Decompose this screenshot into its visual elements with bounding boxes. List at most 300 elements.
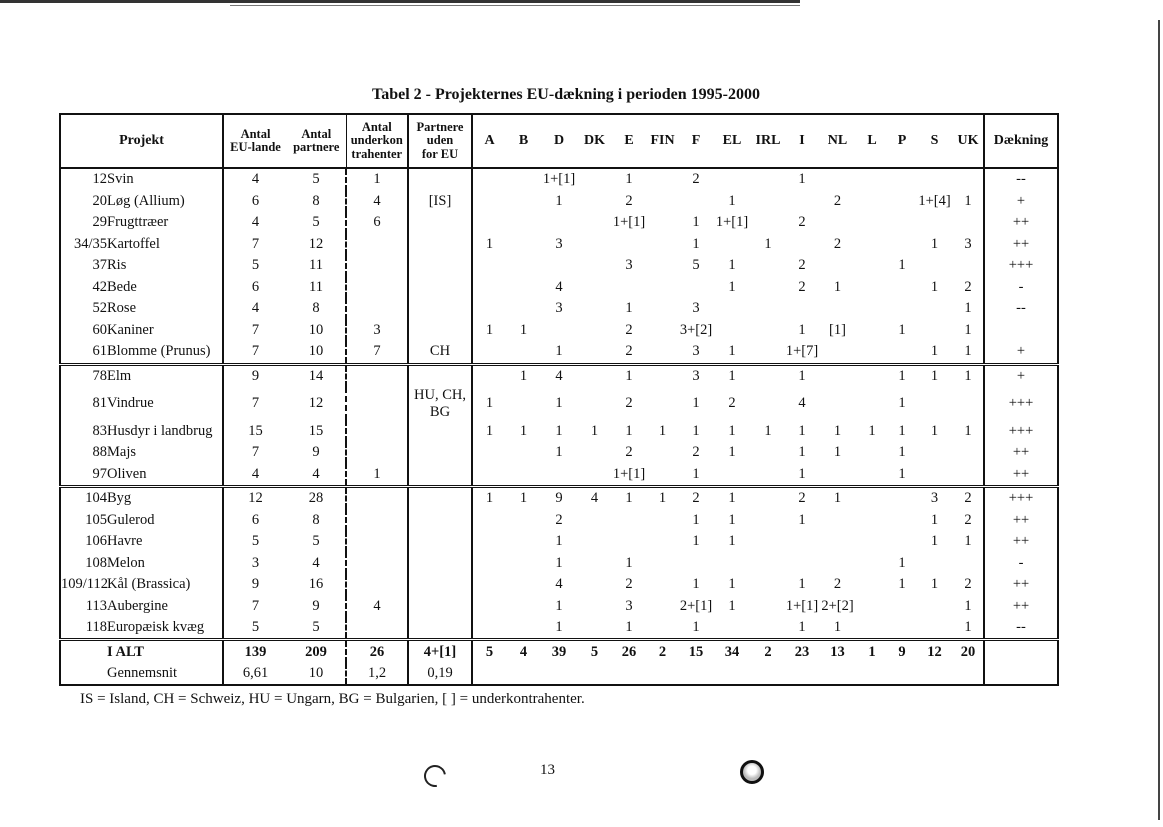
country-cell: 1 — [898, 321, 906, 338]
partnere-uden-for-eu — [408, 509, 472, 531]
country-cell: 1 — [472, 387, 506, 420]
country-cell — [751, 552, 785, 574]
country-cell — [888, 341, 916, 364]
country-cell — [916, 595, 953, 617]
country-cell: 4 — [555, 278, 563, 295]
country-cell — [577, 298, 612, 320]
country-cell — [785, 552, 819, 574]
daekning-rating: ++ — [984, 234, 1058, 256]
country-cell: 1 — [898, 444, 906, 461]
eu-lande-count: 7 — [223, 442, 287, 464]
country-cell — [713, 234, 751, 256]
country-cell — [577, 442, 612, 464]
country-cell — [713, 617, 751, 640]
underkontrahenter-count — [346, 277, 408, 299]
country-cell: 3 — [692, 300, 700, 317]
country-cell — [472, 574, 506, 596]
partnere-uden-for-eu — [408, 552, 472, 574]
project-number: 12 — [92, 171, 107, 188]
country-cell — [785, 531, 819, 553]
table-row — [60, 364, 1058, 387]
country-cell: 1 — [692, 214, 700, 231]
country-cell: 2 — [625, 343, 633, 360]
average-country — [751, 663, 785, 686]
country-cell — [472, 341, 506, 364]
table-row — [60, 420, 1058, 442]
partnere-count: 9 — [312, 444, 320, 461]
table-row — [60, 298, 1058, 320]
country-cell — [612, 277, 646, 299]
country-cell — [888, 191, 916, 213]
underkontrahenter-count — [346, 364, 408, 387]
country-cell: 4 — [798, 395, 806, 412]
average-country — [856, 663, 888, 686]
partnere-count: 11 — [309, 257, 323, 274]
country-cell: 1 — [964, 300, 972, 317]
partnere-count: 12 — [308, 235, 324, 252]
table-row — [60, 617, 1058, 640]
country-cell: 1 — [898, 465, 906, 482]
header-country: D — [541, 114, 577, 168]
country-cell — [888, 486, 916, 509]
project-name: Bede — [107, 278, 137, 295]
country-cell — [612, 234, 646, 256]
daekning-rating: -- — [984, 617, 1058, 640]
country-cell: 1 — [692, 511, 700, 528]
project-number: 97 — [92, 465, 107, 482]
country-cell — [541, 463, 577, 486]
country-cell: 2 — [625, 395, 633, 412]
totals-country: 23 — [785, 640, 819, 663]
totals-country: 13 — [819, 640, 856, 663]
country-cell — [612, 509, 646, 531]
country-cell — [646, 595, 679, 617]
country-cell: 1 — [898, 257, 906, 274]
eu-lande-count: 15 — [223, 420, 287, 442]
country-cell: 1 — [964, 533, 972, 550]
country-cell: 1 — [728, 444, 736, 461]
eu-lande-count: 7 — [223, 320, 287, 342]
partnere-uden-for-eu — [408, 486, 472, 509]
country-cell — [506, 442, 541, 464]
totals-uden: 4+[1] — [408, 640, 472, 663]
country-cell — [751, 595, 785, 617]
country-cell: 2 — [833, 192, 842, 209]
country-cell — [751, 320, 785, 342]
country-cell: 1 — [888, 364, 916, 387]
average-daekning — [984, 663, 1058, 686]
eu-lande-count: 5 — [223, 531, 287, 553]
country-cell: 1 — [625, 554, 633, 571]
country-cell: 1 — [798, 422, 806, 439]
totals-country: 26 — [612, 640, 646, 663]
country-cell: 2+[1] — [679, 597, 713, 614]
country-cell: 3 — [964, 235, 972, 252]
country-cell: 1+[1] — [715, 214, 749, 231]
country-cell — [856, 463, 888, 486]
country-cell: 1 — [555, 444, 563, 461]
underkontrahenter-count: 1 — [346, 168, 408, 191]
country-cell — [646, 320, 679, 342]
country-cell — [713, 298, 751, 320]
totals-country: 5 — [472, 640, 506, 663]
partnere-count: 8 — [312, 300, 320, 317]
eu-lande-count: 5 — [223, 617, 287, 640]
header-country: FIN — [646, 114, 679, 168]
totals-country: 20 — [953, 640, 984, 663]
country-cell — [646, 298, 679, 320]
country-cell: 4 — [555, 576, 563, 593]
country-cell: 3 — [916, 486, 953, 509]
country-cell — [888, 617, 916, 640]
country-cell: 1 — [713, 486, 751, 509]
country-cell — [856, 298, 888, 320]
daekning-rating: -- — [984, 298, 1058, 320]
daekning-rating: ++ — [984, 574, 1058, 596]
country-cell — [819, 168, 856, 191]
country-cell: 1 — [833, 422, 842, 439]
country-cell — [953, 212, 984, 234]
project-number: 113 — [85, 597, 107, 614]
partnere-uden-for-eu — [408, 298, 472, 320]
country-cell — [506, 509, 541, 531]
country-cell — [819, 387, 856, 420]
country-cell: 1 — [798, 511, 806, 528]
country-cell — [751, 191, 785, 213]
table-row — [60, 552, 1058, 574]
country-cell — [472, 463, 506, 486]
totals-under: 26 — [346, 640, 408, 663]
totals-country: 1 — [856, 640, 888, 663]
average-country — [916, 663, 953, 686]
country-cell: 1 — [930, 511, 939, 528]
partnere-uden-for-eu: [IS] — [408, 191, 472, 213]
table-row — [60, 531, 1058, 553]
country-cell — [646, 212, 679, 234]
country-cell: 2 — [953, 486, 984, 509]
country-cell: 1 — [555, 395, 563, 412]
country-cell: 1+[1] — [612, 465, 646, 482]
eu-lande-count: 9 — [223, 574, 287, 596]
project-number: 83 — [92, 422, 107, 439]
country-cell: 1 — [819, 486, 856, 509]
country-cell — [856, 341, 888, 364]
header-country: F — [679, 114, 713, 168]
country-cell: 1 — [625, 619, 633, 636]
country-cell — [916, 255, 953, 277]
country-cell: 1 — [930, 343, 939, 360]
country-cell — [577, 574, 612, 596]
country-cell: 1 — [590, 422, 599, 439]
daekning-rating: - — [984, 277, 1058, 299]
project-number: 81 — [92, 395, 107, 412]
country-cell — [506, 277, 541, 299]
country-cell: 1 — [728, 597, 736, 614]
country-cell: 1 — [930, 576, 939, 593]
country-cell: 1 — [519, 422, 528, 439]
project-name: Vindrue — [107, 395, 154, 412]
partnere-count: 4 — [312, 554, 320, 571]
country-cell — [888, 298, 916, 320]
underkontrahenter-count — [346, 617, 408, 640]
average-row — [60, 663, 1058, 686]
totals-partnere: 209 — [287, 640, 346, 663]
country-cell: 1 — [472, 486, 506, 509]
project-number: 78 — [60, 364, 107, 387]
country-cell — [472, 531, 506, 553]
country-cell — [916, 463, 953, 486]
country-cell — [953, 168, 984, 191]
country-cell — [646, 387, 679, 420]
country-cell: 1 — [625, 422, 633, 439]
project-name: Husdyr i landbrug — [107, 422, 213, 439]
project-name: Blomme (Prunus) — [107, 343, 211, 360]
country-cell: 9 — [541, 486, 577, 509]
country-cell: 1 — [472, 234, 506, 256]
country-cell — [612, 531, 646, 553]
header-country: EL — [713, 114, 751, 168]
country-cell: 1 — [785, 364, 819, 387]
underkontrahenter-count: 4 — [346, 191, 408, 213]
page-right-edge — [1158, 20, 1160, 820]
partnere-uden-for-eu — [408, 531, 472, 553]
eu-lande-count: 5 — [223, 255, 287, 277]
country-cell: 1 — [555, 343, 563, 360]
country-cell — [751, 574, 785, 596]
totals-country: 2 — [751, 640, 785, 663]
totals-country: 34 — [713, 640, 751, 663]
country-cell — [888, 595, 916, 617]
project-number: 118 — [85, 619, 107, 636]
country-cell — [888, 277, 916, 299]
country-cell — [751, 341, 785, 364]
country-cell: [1] — [829, 321, 846, 338]
country-cell — [888, 168, 916, 191]
table-row — [60, 212, 1058, 234]
country-cell: 2 — [625, 321, 633, 338]
project-number: 104 — [60, 486, 107, 509]
partnere-uden-for-eu — [408, 595, 472, 617]
country-cell — [577, 234, 612, 256]
partnere-uden-for-eu — [408, 320, 472, 342]
table-row — [60, 320, 1058, 342]
daekning-rating: ++ — [984, 509, 1058, 531]
header-country: DK — [577, 114, 612, 168]
average-country — [953, 663, 984, 686]
partnere-count: 5 — [312, 533, 320, 550]
country-cell: 1 — [555, 422, 563, 439]
partnere-count: 28 — [287, 486, 346, 509]
header-country: L — [856, 114, 888, 168]
daekning-rating: + — [984, 364, 1058, 387]
country-cell — [856, 574, 888, 596]
daekning-rating: ++ — [984, 212, 1058, 234]
header-antal-partnere: Antal partnere — [287, 114, 346, 168]
average-country — [541, 663, 577, 686]
country-cell: 1 — [646, 486, 679, 509]
country-cell: 1 — [692, 619, 700, 636]
country-cell — [916, 212, 953, 234]
page-top-rule-thin — [230, 5, 800, 6]
partnere-count: 4 — [312, 465, 320, 482]
country-cell: 1 — [728, 343, 736, 360]
country-cell: 1 — [728, 533, 736, 550]
country-cell — [679, 277, 713, 299]
country-cell: 1 — [506, 364, 541, 387]
country-cell — [541, 255, 577, 277]
country-cell: 1 — [555, 533, 563, 550]
country-cell: 1 — [833, 444, 842, 461]
country-cell: 4 — [541, 364, 577, 387]
country-cell: 1 — [519, 321, 528, 338]
country-cell — [506, 168, 541, 191]
country-cell — [577, 277, 612, 299]
partnere-count: 5 — [312, 214, 320, 231]
partnere-count: 9 — [312, 597, 320, 614]
country-cell — [953, 552, 984, 574]
partnere-uden-for-eu — [408, 255, 472, 277]
country-cell — [506, 617, 541, 640]
partnere-count: 5 — [312, 171, 320, 188]
table-row — [60, 574, 1058, 596]
header-country: B — [506, 114, 541, 168]
partnere-uden-for-eu — [408, 168, 472, 191]
daekning-rating: ++ — [984, 595, 1058, 617]
project-number: 108 — [85, 554, 107, 571]
country-cell: 1 — [728, 422, 736, 439]
daekning-rating: +++ — [984, 420, 1058, 442]
country-cell: 1 — [964, 597, 972, 614]
country-cell — [472, 364, 506, 387]
country-cell — [819, 364, 856, 387]
eu-lande-count: 4 — [223, 168, 287, 191]
country-cell — [916, 320, 953, 342]
country-cell — [856, 617, 888, 640]
country-cell — [506, 574, 541, 596]
partnere-count: 14 — [287, 364, 346, 387]
underkontrahenter-count — [346, 552, 408, 574]
country-cell — [819, 298, 856, 320]
country-cell — [679, 191, 713, 213]
country-cell: 2 — [798, 278, 806, 295]
country-cell: 1 — [555, 597, 563, 614]
country-cell: 1 — [625, 300, 633, 317]
eu-lande-count: 7 — [223, 234, 287, 256]
country-cell: 3 — [679, 364, 713, 387]
country-cell — [819, 255, 856, 277]
country-cell: 1+[1] — [542, 171, 576, 188]
country-cell — [506, 552, 541, 574]
country-cell — [856, 277, 888, 299]
eu-lande-count: 4 — [223, 463, 287, 486]
header-country: UK — [953, 114, 984, 168]
country-cell — [679, 552, 713, 574]
country-cell — [472, 617, 506, 640]
country-cell — [751, 255, 785, 277]
country-cell: 2 — [692, 171, 700, 188]
partnere-count: 10 — [308, 321, 324, 338]
country-cell — [856, 364, 888, 387]
country-cell: 3 — [625, 257, 633, 274]
country-cell: 1 — [555, 554, 563, 571]
country-cell — [646, 509, 679, 531]
project-name: Ris — [107, 257, 127, 274]
table-row — [60, 486, 1058, 509]
underkontrahenter-count: 3 — [346, 320, 408, 342]
country-cell: 1 — [728, 192, 736, 209]
country-cell — [819, 509, 856, 531]
eu-lande-count: 4 — [223, 212, 287, 234]
project-number: 20 — [92, 192, 107, 209]
header-country: P — [888, 114, 916, 168]
country-cell: 1 — [964, 343, 972, 360]
eu-lande-count: 4 — [223, 298, 287, 320]
country-cell: 1 — [658, 422, 667, 439]
country-cell — [506, 387, 541, 420]
country-cell — [751, 277, 785, 299]
country-cell — [646, 574, 679, 596]
country-cell — [577, 320, 612, 342]
country-cell: 1 — [898, 554, 906, 571]
average-country — [819, 663, 856, 686]
country-cell — [646, 168, 679, 191]
country-cell: 1+[1] — [612, 214, 646, 231]
country-cell — [646, 234, 679, 256]
eu-lande-count: 7 — [223, 387, 287, 420]
country-cell — [506, 298, 541, 320]
country-cell — [577, 212, 612, 234]
table-row — [60, 509, 1058, 531]
country-cell — [472, 552, 506, 574]
country-cell — [646, 552, 679, 574]
header-daekning: Dækning — [984, 114, 1058, 168]
table-row — [60, 463, 1058, 486]
underkontrahenter-count — [346, 486, 408, 509]
partnere-uden-for-eu — [408, 364, 472, 387]
country-cell: 1 — [953, 364, 984, 387]
table-row — [60, 387, 1058, 420]
daekning-rating: ++ — [984, 442, 1058, 464]
country-cell: 1 — [472, 420, 506, 442]
partnere-uden-for-eu — [408, 420, 472, 442]
average-under: 1,2 — [346, 663, 408, 686]
country-cell — [888, 531, 916, 553]
totals-eu: 139 — [223, 640, 287, 663]
project-name: Kartoffel — [107, 235, 160, 252]
country-cell: 2 — [625, 576, 633, 593]
country-cell — [916, 442, 953, 464]
partnere-uden-for-eu: CH — [408, 341, 472, 364]
country-cell — [751, 463, 785, 486]
project-name: Svin — [107, 171, 134, 188]
country-cell: 1 — [692, 422, 700, 439]
eu-lande-count: 3 — [223, 552, 287, 574]
country-cell: 1 — [612, 486, 646, 509]
country-cell: 1 — [964, 422, 972, 439]
project-name: Kaniner — [107, 321, 154, 338]
country-cell — [506, 255, 541, 277]
table-row — [60, 168, 1058, 191]
country-cell: 1 — [964, 321, 972, 338]
country-cell: 1 — [764, 422, 772, 439]
country-cell — [713, 463, 751, 486]
project-name: Aubergine — [107, 597, 168, 614]
country-cell — [751, 364, 785, 387]
country-cell — [646, 341, 679, 364]
underkontrahenter-count — [346, 255, 408, 277]
country-cell: 1 — [798, 576, 806, 593]
eu-coverage-table — [59, 113, 1059, 686]
